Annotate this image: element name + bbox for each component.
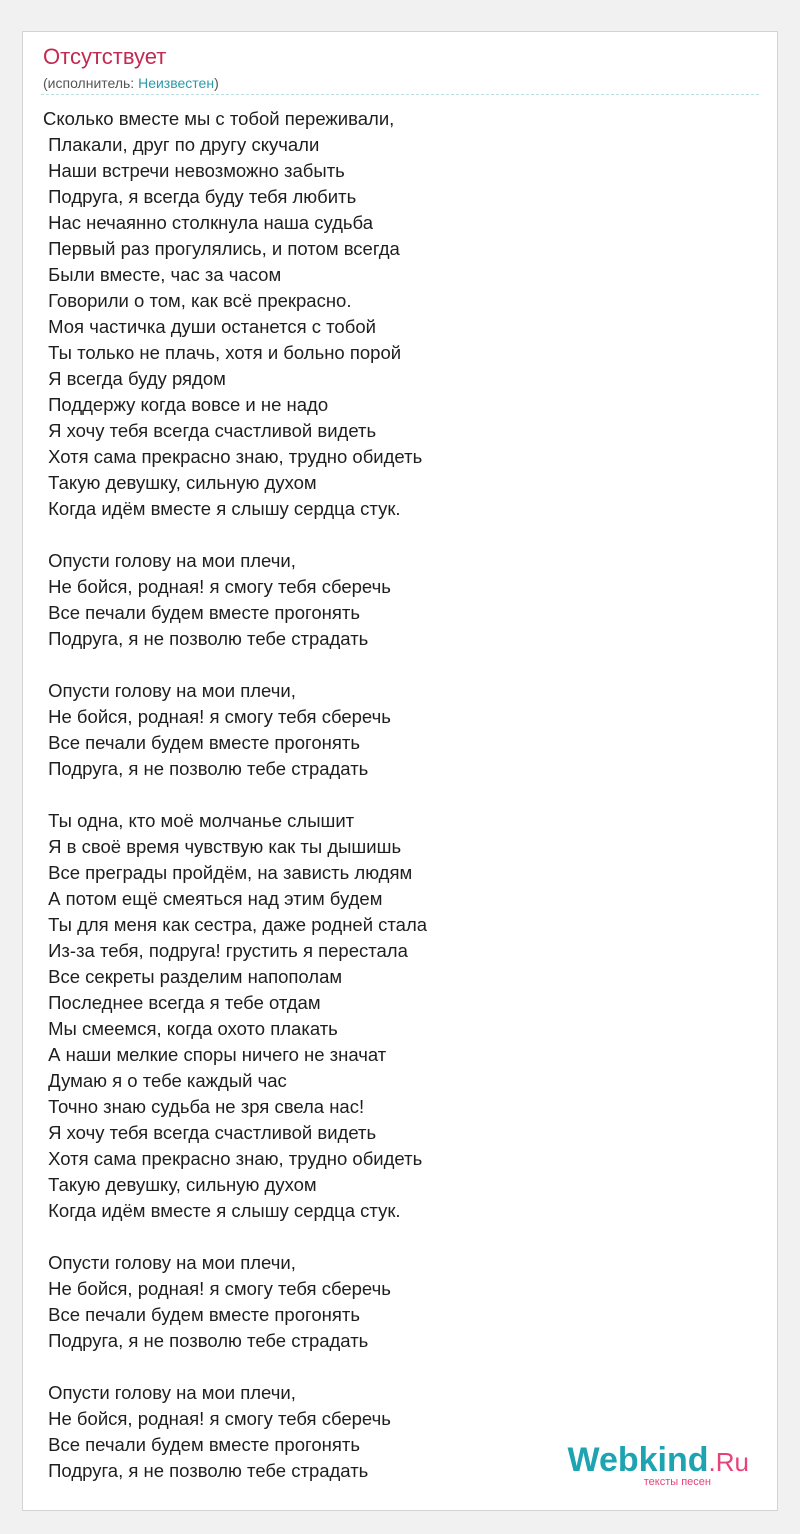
artist-line	[43, 74, 219, 92]
logo-wordmark	[567, 1443, 749, 1479]
title-divider	[41, 94, 759, 95]
artist-prefix: (исполнитель:	[43, 75, 139, 91]
logo-tld: .Ru	[708, 1447, 749, 1477]
logo-name: Webkind	[567, 1441, 709, 1479]
artist-suffix: )	[214, 75, 219, 91]
artist-link[interactable]: Неизвестен	[138, 75, 215, 91]
webkind-logo[interactable]	[567, 1443, 749, 1488]
logo-tagline: тексты песен	[643, 1476, 711, 1488]
song-title: Отсутствует	[43, 44, 167, 69]
lyrics-card	[22, 31, 778, 1511]
lyrics-text: Сколько вместе мы с тобой переживали, Плакали, друг по другу скучали Наши встречи невозможно забыть Подруга, я всегда буду тебя любить Нас нечаянно столкнула наша судьба Первый раз прогулялись, и потом всегда Были вместе, час за часом Говорили о том, как всё прекрасно. Моя частичка души останется с тобой Ты только не плачь, хотя и больно порой Я всегда буду рядом Поддержу когда вовсе и не надо Я хочу тебя всегда счастливой видеть Хотя сама прекрасно знаю, трудно обидеть Такую девушку, сильную духом Когда идём вместе я слышу сердца стук. Опусти голову на мои плечи, Не бойся, родная! я смогу тебя сберечь Все печали будем вместе прогонять Подруга, я не позволю тебе страдать Опусти голову на мои плечи, Не бойся, родная! я смогу тебя сберечь Все печали будем вместе прогонять Подруга, я не позволю тебе страдать Ты одна, кто моё молчанье слышит Я в своё время чувствую как ты дышишь Все преграды пройдём, на зависть людям А потом ещё смеяться над этим будем Ты для меня как сестра, даже родней стала Из-за тебя, подруга! грустить я перестала Все секреты разделим напополам Последнее всегда я тебе отдам Мы смеемся, когда охото плакать А наши мелкие споры ничего не значат Думаю я о тебе каждый час Точно знаю судьба не зря свела нас! Я хочу тебя всегда счастливой видеть Хотя сама прекрасно знаю, трудно обидеть Такую девушку, сильную духом Когда идём вместе я слышу сердца стук. Опусти голову на мои плечи, Не бойся, родная! я смогу тебя сберечь Все печали будем вместе прогонять Подруга, я не позволю тебе страдать Опусти голову на мои плечи, Не бойся, родная! я смогу тебя сберечь Все печали будем вместе прогонять Подруга, я не позволю тебе страдать	[43, 108, 428, 1481]
